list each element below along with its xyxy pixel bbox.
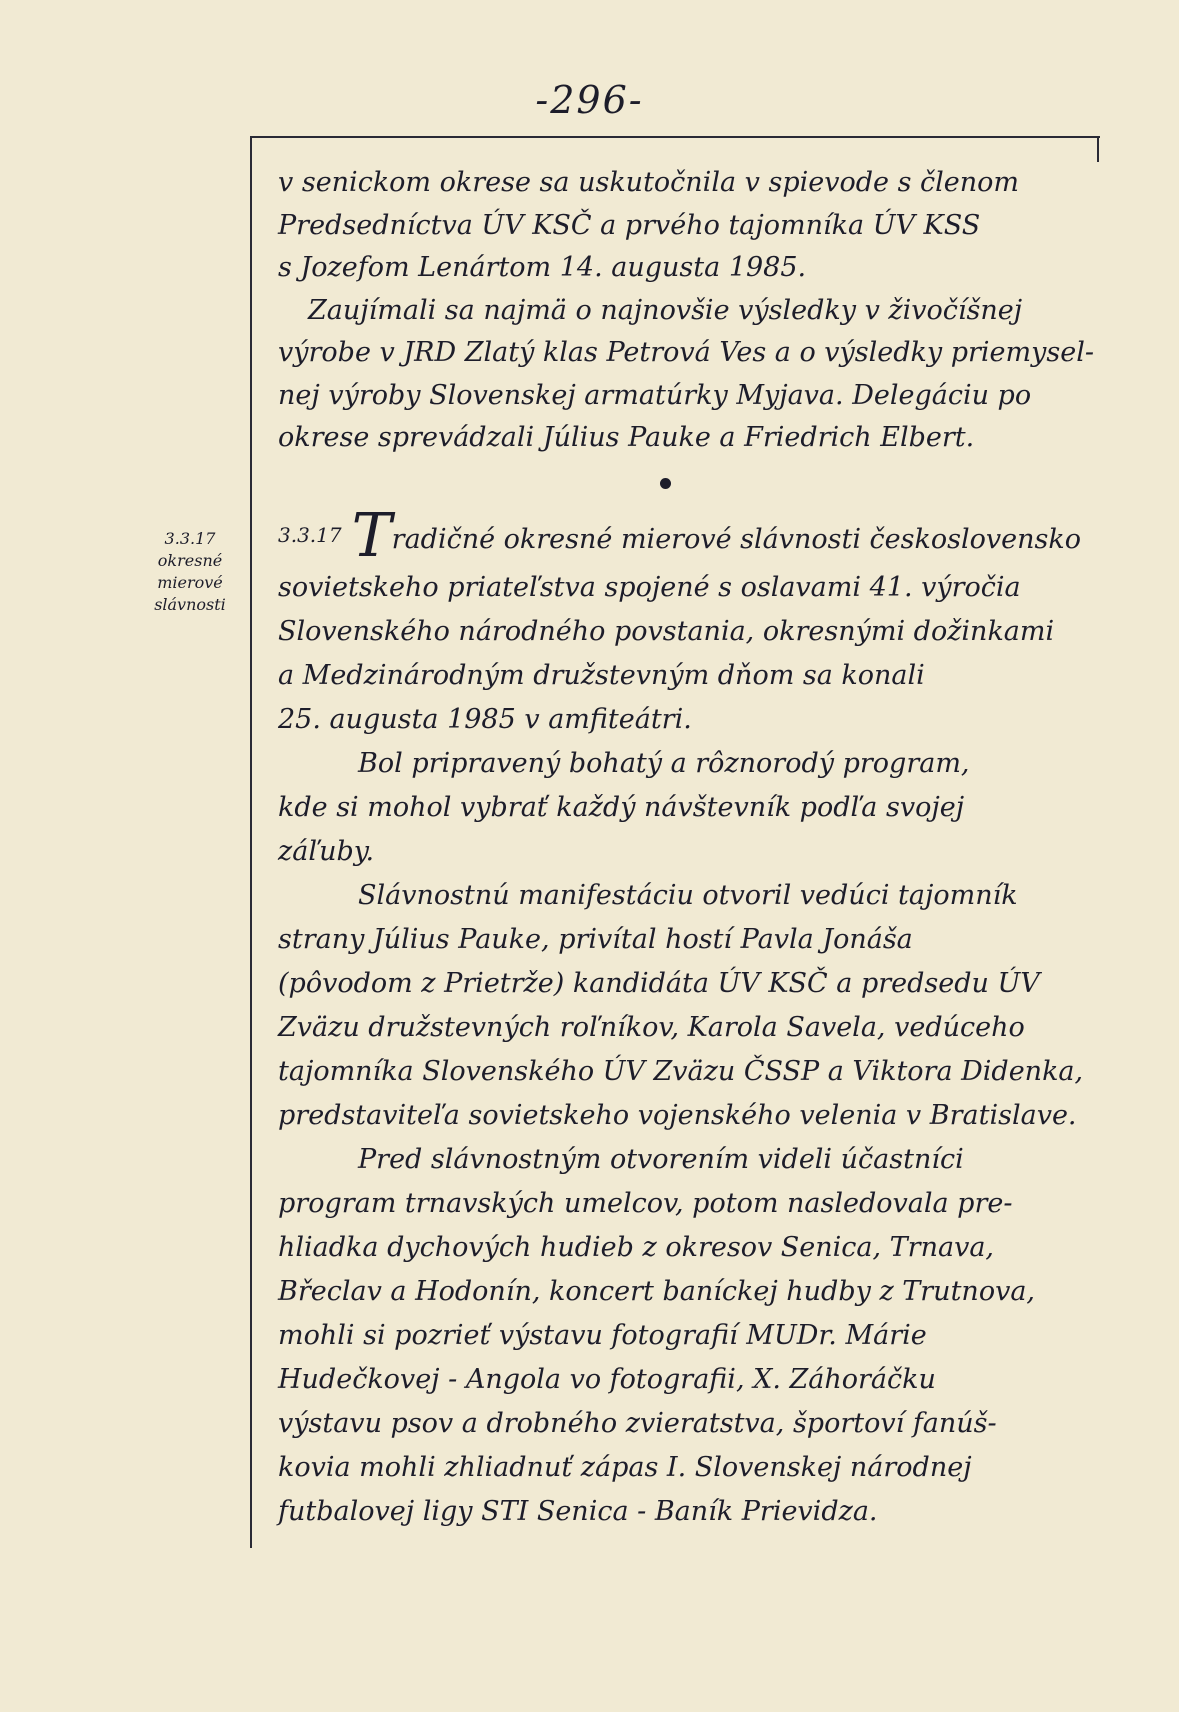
text-line: Slovenského národného povstania, okresnými dožinkami — [278, 616, 1055, 647]
section-1-text — [278, 162, 1098, 460]
text-line: Pred slávnostným otvorením videli účastníci — [358, 1144, 964, 1175]
text-line: výrobe v JRD Zlatý klas Petrová Ves a o výsledky priemysel- — [278, 337, 1094, 368]
page-number: -296- — [535, 78, 644, 122]
text-line: mohli si pozrieť výstavu fotografií MUDr. Márie — [278, 1320, 927, 1351]
first-line-text: radičné okresné mierové slávnosti československo — [391, 524, 1081, 555]
text-line: (pôvodom z Prietrže) kandidáta ÚV KSČ a predsedu ÚV — [278, 968, 1040, 999]
text-line: sovietskeho priateľstva spojené s oslavami 41. výročia — [278, 572, 1021, 603]
text-line: okrese sprevádzali Július Pauke a Friedrich Elbert. — [278, 422, 975, 453]
text-line: program trnavských umelcov, potom nasledovala pre- — [278, 1188, 1013, 1219]
text-line: s Jozefom Lenártom 14. augusta 1985. — [278, 252, 807, 283]
text-line: Bol pripravený bohatý a rôznorodý program, — [358, 748, 970, 779]
text-line: výstavu psov a drobného zvieratstva, športoví fanúš- — [278, 1408, 997, 1439]
text-line: predstaviteľa sovietskeho vojenského velenia v Bratislave. — [278, 1100, 1077, 1131]
text-line: Zväzu družstevných roľníkov, Karola Savela, vedúceho — [278, 1012, 1025, 1043]
text-line: hliadka dychových hudieb z okresov Senica, Trnava, — [278, 1232, 995, 1263]
text-line: kovia mohli zhliadnuť zápas I. Slovenskej národnej — [278, 1452, 972, 1483]
text-line: strany Július Pauke, privítal hostí Pavla Jonáša — [278, 924, 913, 955]
text-line: Zaujímali sa najmä o najnovšie výsledky v živočíšnej — [308, 294, 1023, 326]
margin-note-line: okresné — [157, 551, 223, 570]
text-line — [278, 501, 1098, 571]
text-line: Slávnostnú manifestáciu otvoril vedúci tajomník — [358, 880, 1018, 911]
frame-corner-mark — [1097, 136, 1099, 162]
text-line: záľuby. — [278, 836, 375, 867]
text-line: Břeclav a Hodonín, koncert baníckej hudby z Trutnova, — [278, 1276, 1036, 1307]
ink-dot — [660, 478, 671, 489]
margin-note-line: mierové — [157, 573, 223, 592]
section-2-text — [278, 501, 1098, 1534]
text-line: Hudečkovej - Angola vo fotografii, X. Záhoráčku — [278, 1364, 936, 1395]
text-line: 25. augusta 1985 v amfiteátri. — [278, 704, 692, 735]
text-line: v senickom okrese sa uskutočnila v spievode s členom — [278, 167, 1019, 198]
margin-note-line: slávnosti — [154, 595, 226, 614]
text-line: kde si mohol vybrať každý návštevník podľa svojej — [278, 792, 965, 823]
text-line: futbalovej ligy STI Senica - Baník Prievidza. — [278, 1496, 878, 1527]
section-label: 3.3.17 — [278, 523, 342, 547]
margin-note — [140, 528, 240, 616]
margin-note-number: 3.3.17 — [164, 529, 216, 548]
drop-initial: T — [351, 501, 392, 571]
text-line: nej výroby Slovenskej armatúrky Myjava. Delegáciu po — [278, 379, 1032, 411]
text-line: a Medzinárodným družstevným dňom sa konali — [278, 660, 925, 691]
text-line: Predsedníctva ÚV KSČ a prvého tajomníka ÚV KSS — [278, 209, 981, 241]
text-line: tajomníka Slovenského ÚV Zväzu ČSSP a Viktora Didenka, — [278, 1056, 1084, 1087]
